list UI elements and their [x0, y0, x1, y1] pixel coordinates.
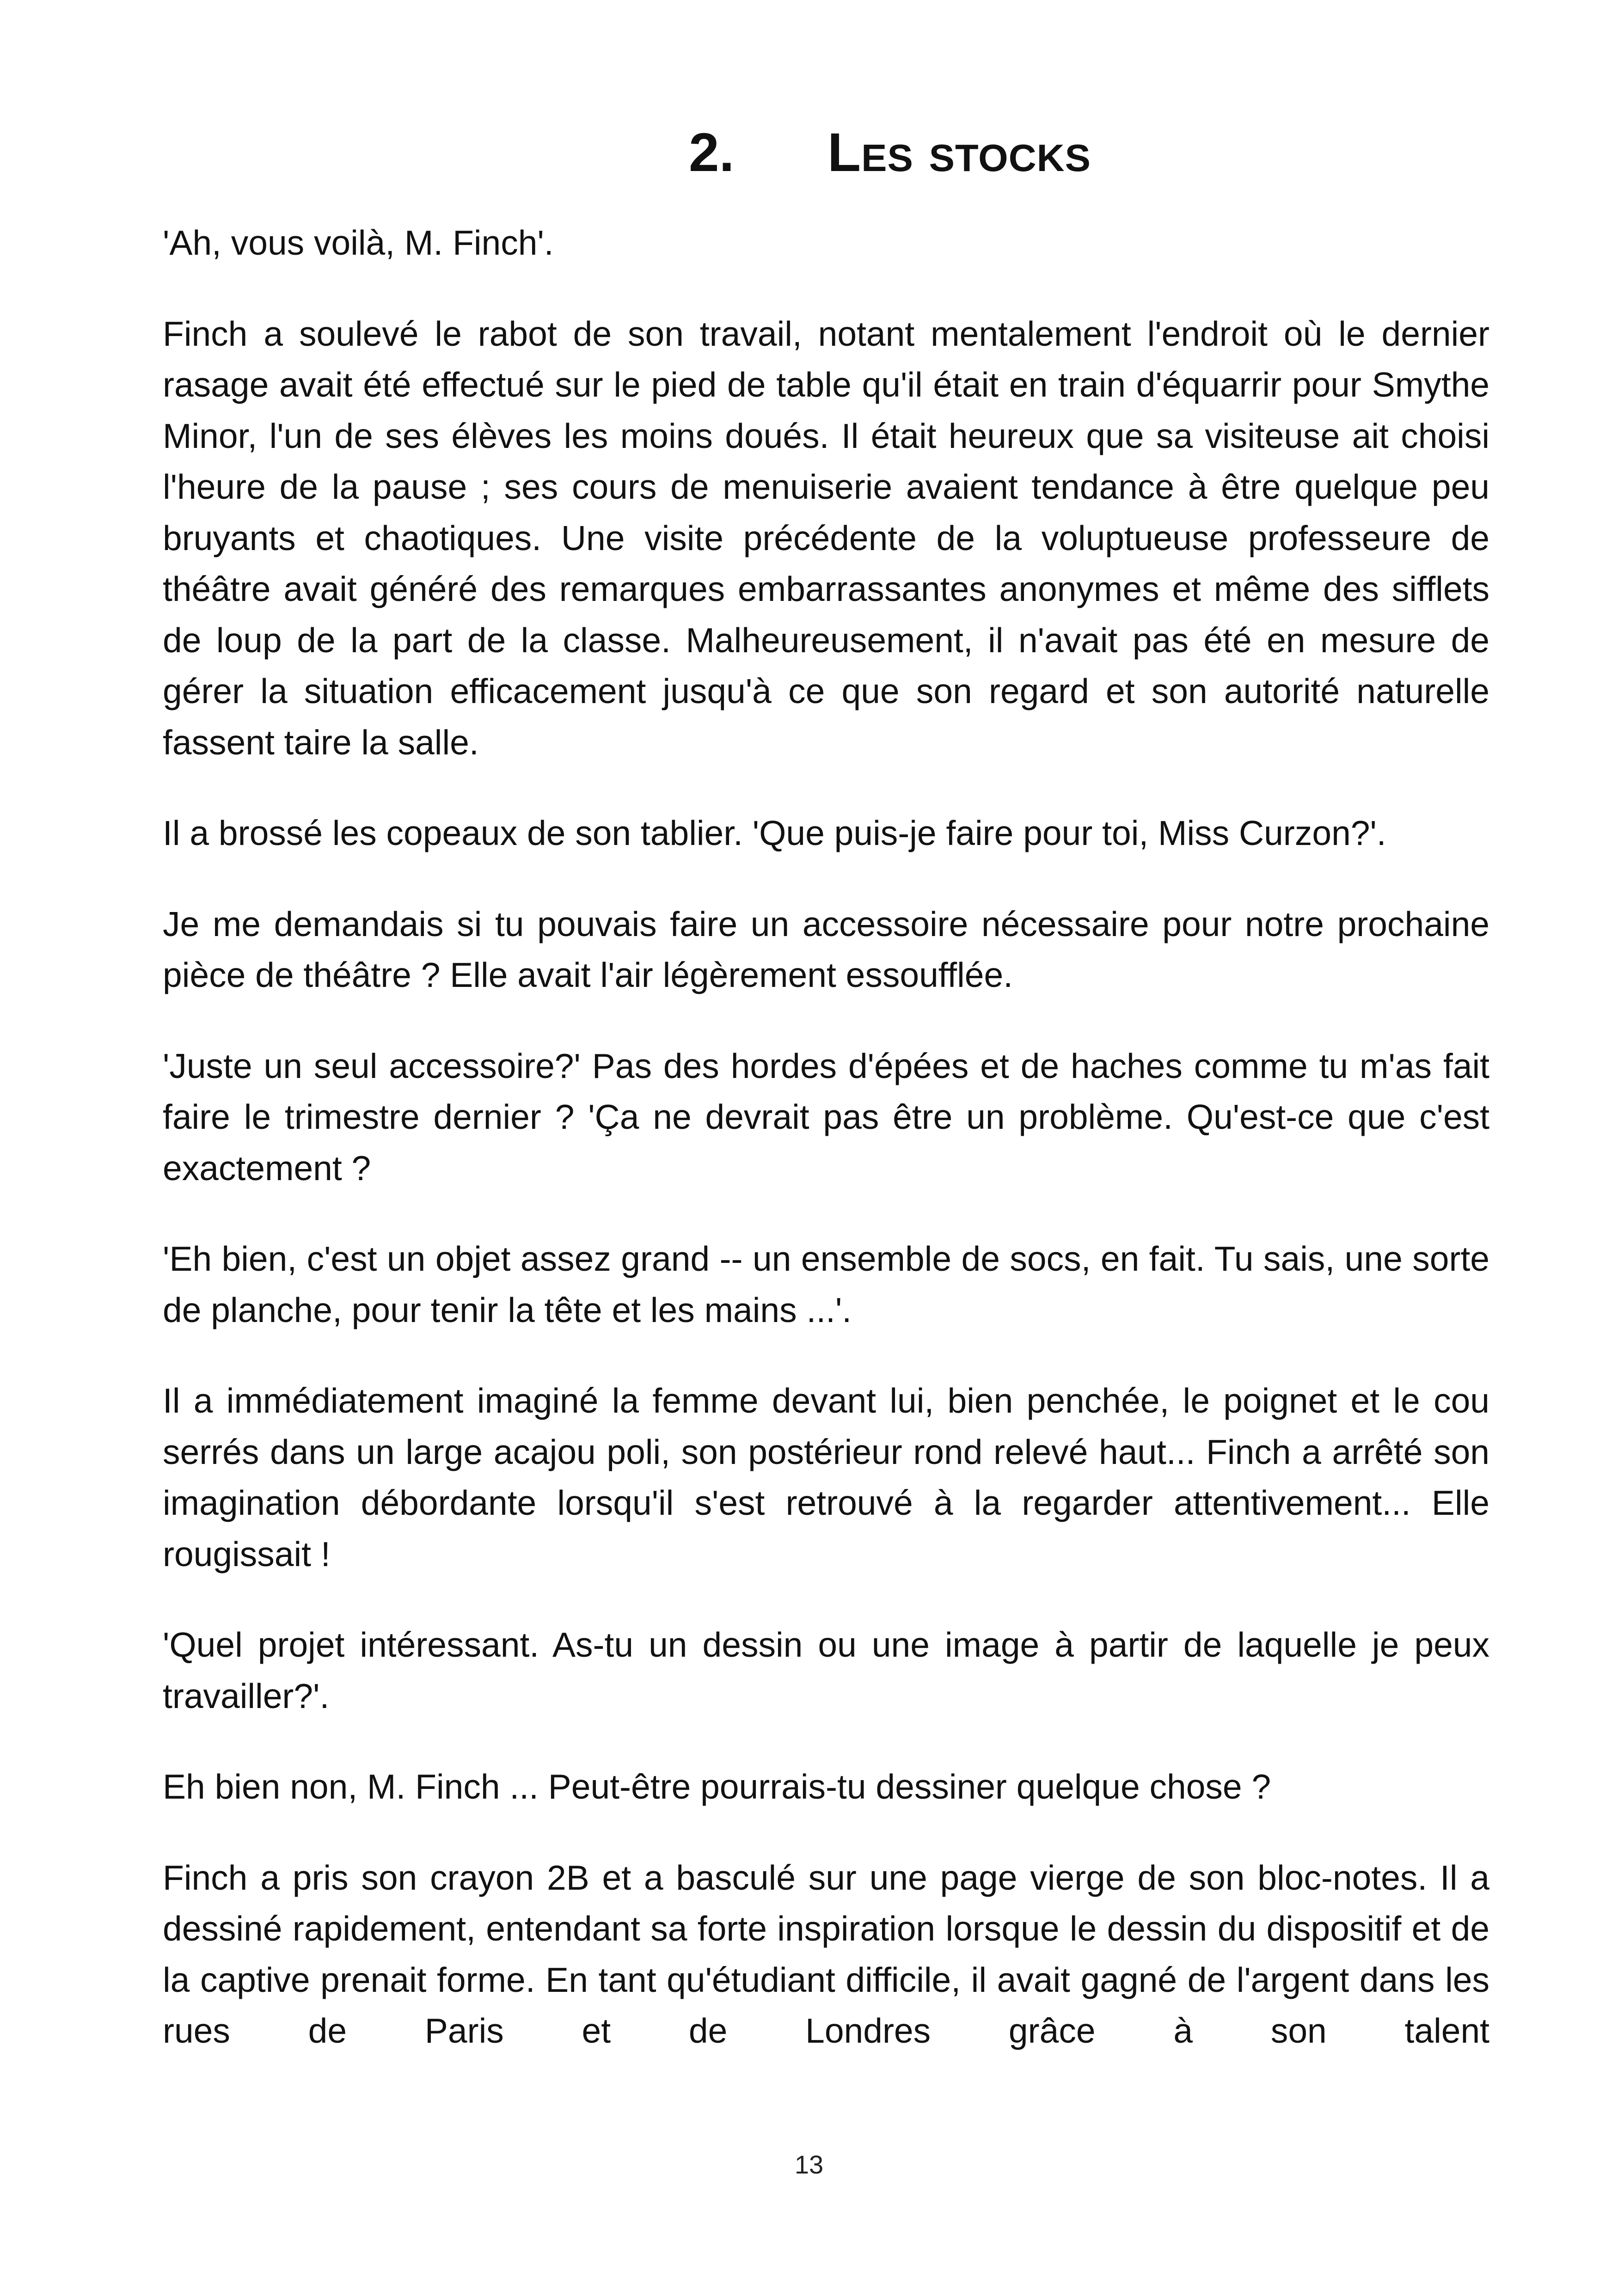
- paragraph: 'Ah, vous voilà, M. Finch'.: [163, 223, 554, 262]
- paragraph: Finch a pris son crayon 2B et a basculé sur une page vierge de son bloc-notes. Il a dessiné rapidement, entendant sa forte inspiration lorsque le dessin du dispositif et de la captive prenait forme. En tant qu'étudiant difficile, il avait gagné de l'argent dans les rues de Paris et de Londres grâce à son talent: [163, 1858, 1489, 2050]
- paragraph: 'Eh bien, c'est un objet assez grand -- un ensemble de socs, en fait. Tu sais, une sorte de planche, pour tenir la tête et les mains ...'.: [163, 1239, 1489, 1329]
- paragraph: Il a immédiatement imaginé la femme devant lui, bien penchée, le poignet et le cou serrés dans un large acajou poli, son postérieur rond relevé haut... Finch a arrêté son imagination débordante lorsqu'il s'est retrouvé à la regarder attentivement... Elle rougissait !: [163, 1381, 1489, 1574]
- chapter-heading: [689, 118, 1091, 187]
- chapter-number: 2.: [689, 122, 735, 183]
- paragraph: Finch a soulevé le rabot de son travail, notant mentalement l'endroit où le dernier rasage avait été effectué sur le pied de table qu'il était en train d'équarrir pour Smythe Minor, l'un de ses élèves les moins doués. Il était heureux que sa visiteuse ait choisi l'heure de la pause ; ses cours de menuiserie avaient tendance à être quelque peu bruyants et chaotiques. Une visite précédente de la voluptueuse professeure de théâtre avait généré des remarques embarrassantes anonymes et même des sifflets de loup de la part de la classe. Malheureusement, il n'avait pas été en mesure de gérer la situation efficacement jusqu'à ce que son regard et son autorité naturelle fassent taire la salle.: [163, 314, 1489, 762]
- paragraph: Il a brossé les copeaux de son tablier. 'Que puis-je faire pour toi, Miss Curzon?'.: [163, 814, 1386, 852]
- chapter-title: Les stocks: [827, 122, 1091, 183]
- body-text: [163, 217, 1489, 2057]
- paragraph: 'Juste un seul accessoire?' Pas des hordes d'épées et de haches comme tu m'as fait faire le trimestre dernier ? 'Ça ne devrait pas être un problème. Qu'est-ce que c'est exactement ?: [163, 1046, 1489, 1188]
- paragraph: 'Quel projet intéressant. As-tu un dessin ou une image à partir de laquelle je peux travailler?'.: [163, 1625, 1489, 1715]
- paragraph: Eh bien non, M. Finch ... Peut-être pourrais-tu dessiner quelque chose ?: [163, 1767, 1271, 1806]
- paragraph: Je me demandais si tu pouvais faire un accessoire nécessaire pour notre prochaine pièce de théâtre ? Elle avait l'air légèrement essoufflée.: [163, 904, 1489, 994]
- page-number: 13: [794, 2150, 824, 2179]
